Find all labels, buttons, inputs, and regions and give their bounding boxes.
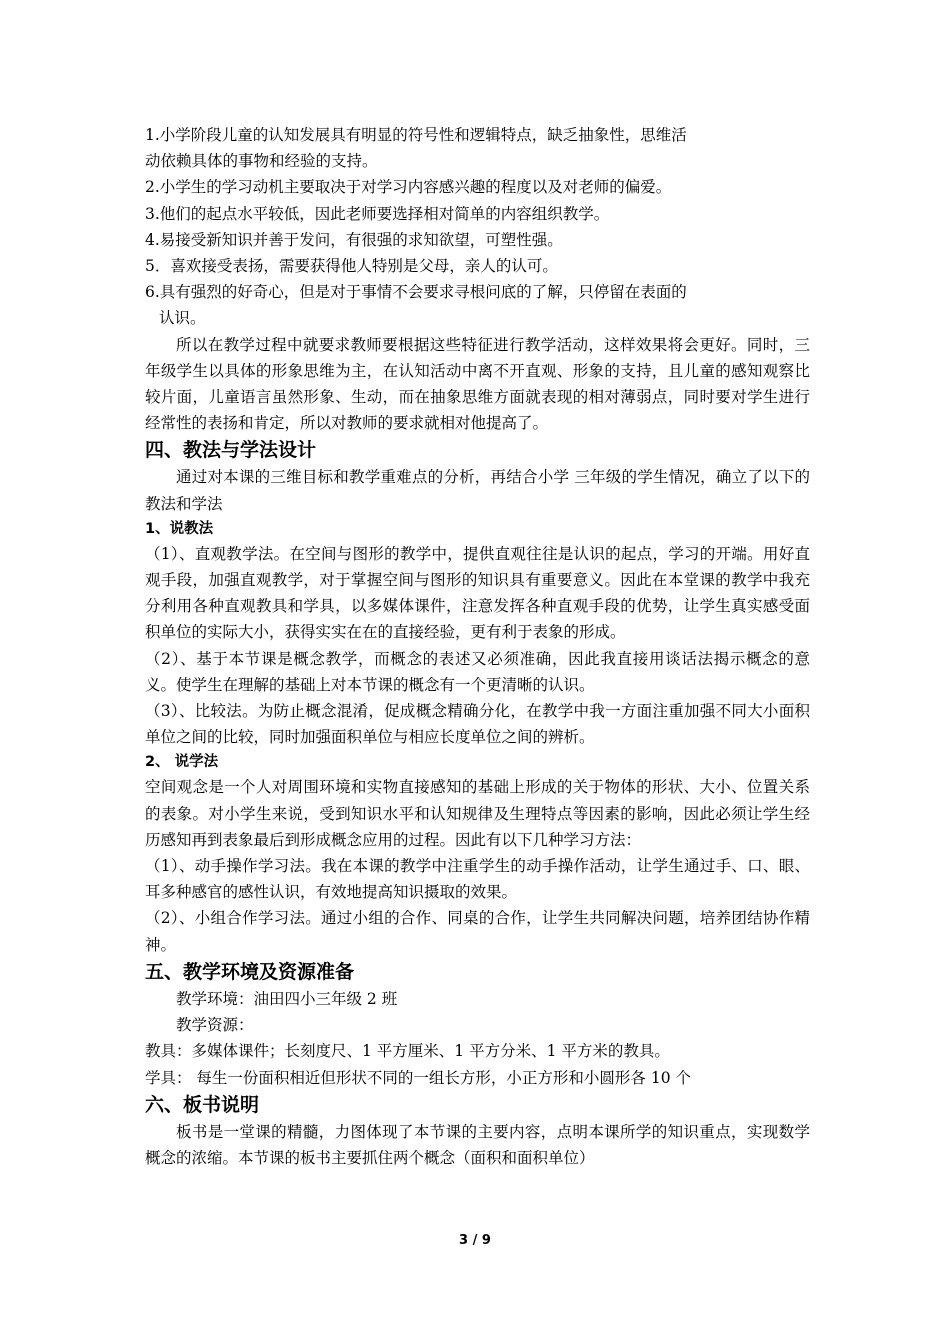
trait-item-2: 2.小学生的学习动机主要取决于对学习内容感兴趣的程度以及对老师的偏爱。 bbox=[145, 178, 672, 197]
trait-item-3: 3.他们的起点水平较低，因此老师要选择相对简单的内容组织教学。 bbox=[145, 204, 610, 223]
trait-item-6: 6.具有强烈的好奇心，但是对于事情不会要求寻根问底的了解，只停留在表面的 认识。 bbox=[145, 283, 687, 328]
trait-item-1: 1.小学阶段儿童的认知发展具有明显的符号性和逻辑特点，缺乏抽象性，思维活 动依赖具体的事物和经验的支持。 bbox=[145, 126, 687, 171]
summary-paragraph: 所以在教学过程中就要求教师要根据这些特征进行教学活动，这样效果将会更好。同时，三年级学生以具体的形象思维为主，在认知活动中离不开直观、形象的支持，且儿童的感知观察比较片面，儿童语言虽然形象、生动，而在抽象思维方面就表现的相对薄弱点，同时要对学生进行经常性的表扬和肯定，所以对教师的要求就相对他提高了。 bbox=[145, 335, 810, 433]
trait-item-4: 4.易接受新知识并善于发问，有很强的求知欲望，可塑性强。 bbox=[145, 230, 563, 249]
blackboard-paragraph: 板书是一堂课的精髓，力图体现了本节课的主要内容，点明本课所学的知识重点，实现数学概念的浓缩。本节课的板书主要抓住两个概念（面积和面积单位） bbox=[145, 1122, 810, 1167]
learning-method-intro: 空间观念是一个人对周围环境和实物直接感知的基础上形成的关于物体的形状、大小、位置关系的表象。对小学生来说，受到知识水平和认知规律及生理特点等因素的影响，因此必须让学生经历感知再到表象最后到形成概念应用的过程。因此有以下几种学习方法： bbox=[145, 778, 810, 849]
section-6-heading: 六、板书说明 bbox=[145, 1093, 260, 1116]
section-5-heading: 五、教学环境及资源准备 bbox=[145, 960, 355, 983]
learning-method-item-2: （2）、小组合作学习法。通过小组的合作、同桌的合作，让学生共同解决问题，培养团结协作精神。 bbox=[145, 909, 810, 954]
teaching-method-item-3: （3）、比较法。为防止概念混淆，促成概念精确分化，在教学中我一方面注重加强不同大小面积单位之间的比较，同时加强面积单位与相应长度单位之间的辨析。 bbox=[145, 702, 810, 747]
section-4-intro: 通过对本课的三维目标和教学重难点的分析，再结合小学 三年级的学生情况，确立了以下的教法和学法 bbox=[145, 468, 810, 513]
learning-method-item-1: （1）、动手操作学习法。我在本课的教学中注重学生的动手操作活动，让学生通过手、口、眼、耳多种感官的感性认识，有效地提高知识摄取的效果。 bbox=[145, 857, 810, 902]
trait-item-5: 5．喜欢接受表扬，需要获得他人特别是父母，亲人的认可。 bbox=[145, 257, 558, 276]
teaching-method-item-1: （1）、直观教学法。在空间与图形的教学中，提供直观往往是认识的起点，学习的开端。用好直观手段，加强直观教学，对于掌握空间与图形的知识具有重要意义。因此在本堂课的教学中我充分利用各种直观教具和学具，以多媒体课件，注意发挥各种直观手段的优势，让学生真实感受面积单位的实际大小，获得实实在在的直接经验，更有利于表象的形成。 bbox=[145, 544, 810, 642]
teaching-resources-label: 教学资源： bbox=[176, 1016, 254, 1035]
student-tools: 学具： 每生一份面积相近但形状不同的一组长方形，小正方形和小圆形各 10 个 bbox=[145, 1068, 692, 1087]
teacher-tools: 教具：多媒体课件；长刻度尺、1 平方厘米、1 平方分米、1 平方米的教具。 bbox=[145, 1042, 670, 1061]
page-number: 3 / 9 bbox=[459, 1233, 491, 1248]
teaching-method-heading: 1、说教法 bbox=[145, 520, 214, 537]
learning-method-heading: 2、 说学法 bbox=[145, 754, 219, 771]
document-body bbox=[145, 122, 810, 1171]
learner-traits-list bbox=[145, 122, 810, 332]
teaching-environment: 教学环境：油田四小三年级 2 班 bbox=[176, 989, 398, 1008]
teaching-method-item-2: （2）、基于本节课是概念教学，而概念的表述又必须准确，因此我直接用谈话法揭示概念的意义。使学生在理解的基础上对本节课的概念有一个更清晰的认识。 bbox=[145, 649, 810, 694]
section-4-heading: 四、教法与学法设计 bbox=[145, 439, 317, 462]
